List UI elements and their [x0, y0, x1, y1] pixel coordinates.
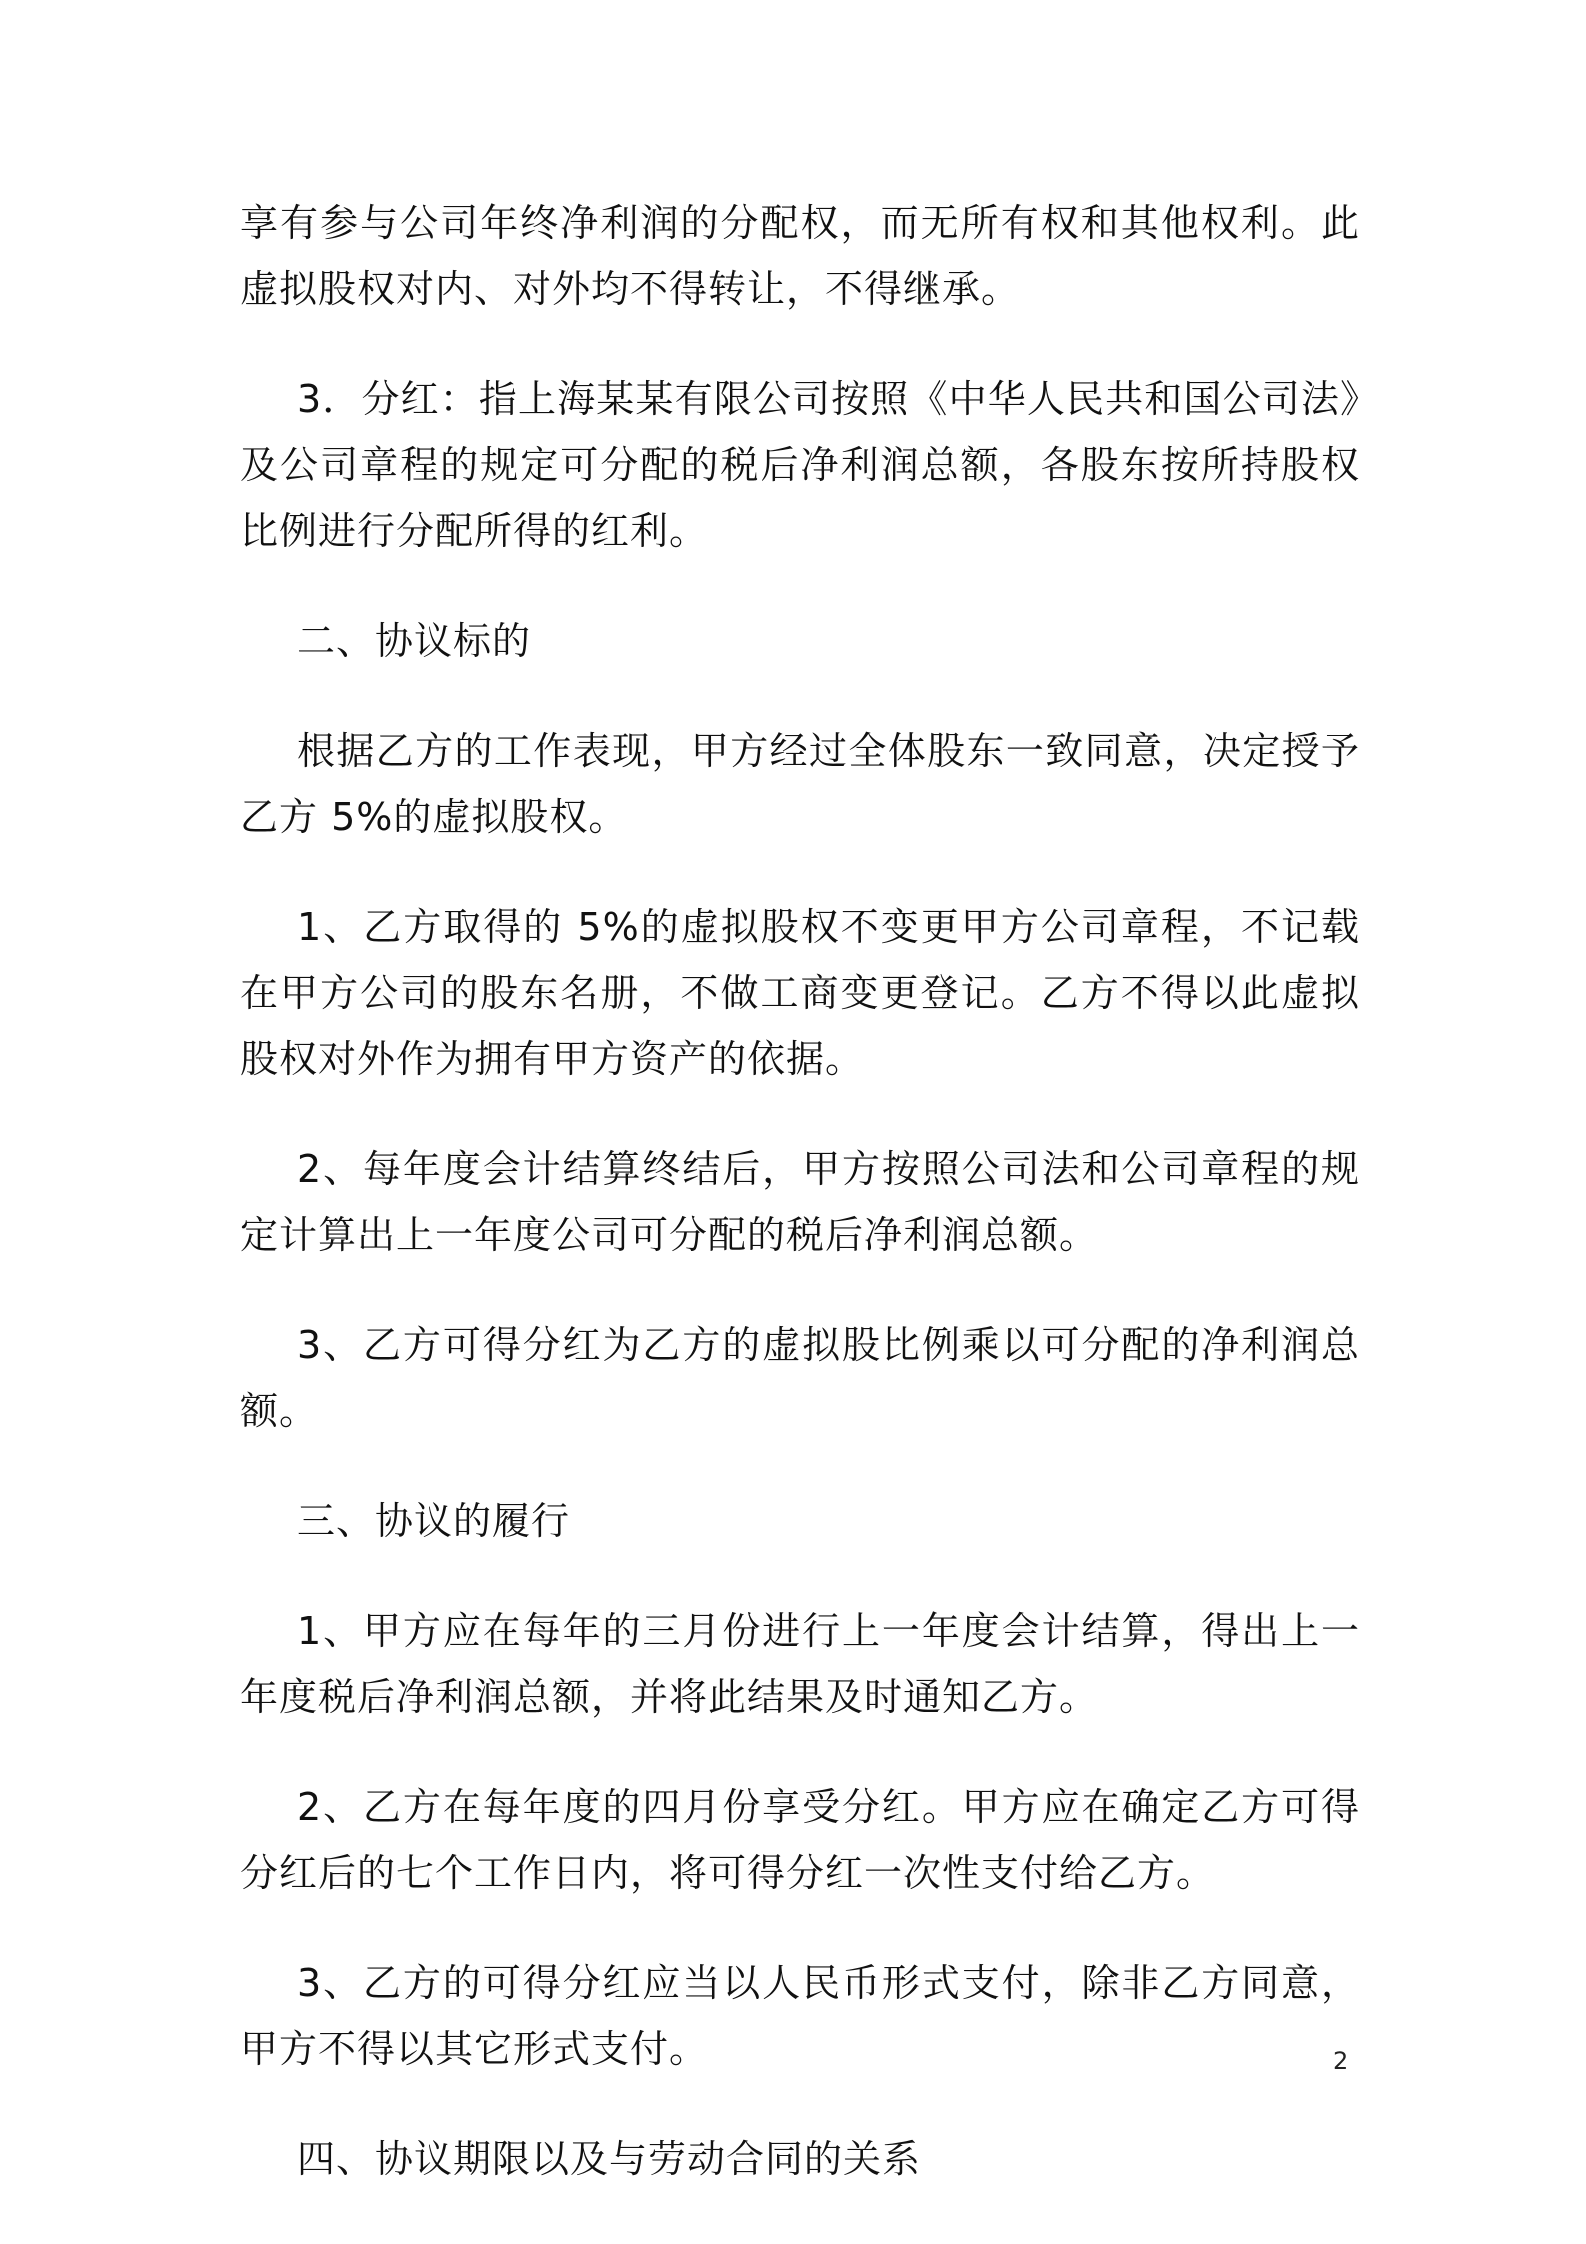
section-heading-agreement-subject: 二、协议标的	[297, 619, 532, 663]
section-heading-term-and-labor-contract: 四、协议期限以及与劳动合同的关系	[297, 2137, 922, 2181]
paragraph-dividend-definition: 3．分红：指上海某某有限公司按照《中华人民共和国公司法》及公司章程的规定可分配的税后净利润总额，各股东按所持股权比例进行分配所得的红利。	[240, 377, 1360, 553]
document-body	[240, 190, 1360, 2236]
section-heading-performance: 三、协议的履行	[297, 1499, 571, 1543]
paragraph-performance-item-3: 3、乙方的可得分红应当以人民币形式支付，除非乙方同意，甲方不得以其它形式支付。	[240, 1961, 1360, 2071]
paragraph-subject-item-3: 3、乙方可得分红为乙方的虚拟股比例乘以可分配的净利润总额。	[240, 1323, 1360, 1433]
paragraph-subject-item-2: 2、每年度会计结算终结后，甲方按照公司法和公司章程的规定计算出上一年度公司可分配的税后净利润总额。	[240, 1147, 1360, 1257]
paragraph-grant: 根据乙方的工作表现，甲方经过全体股东一致同意，决定授予乙方 5%的虚拟股权。	[240, 729, 1360, 839]
paragraph-performance-item-1: 1、甲方应在每年的三月份进行上一年度会计结算，得出上一年度税后净利润总额，并将此结果及时通知乙方。	[240, 1609, 1360, 1719]
page-number: 2	[1333, 2047, 1349, 2075]
paragraph-performance-item-2: 2、乙方在每年度的四月份享受分红。甲方应在确定乙方可得分红后的七个工作日内，将可得分红一次性支付给乙方。	[240, 1785, 1360, 1895]
paragraph-subject-item-1: 1、乙方取得的 5%的虚拟股权不变更甲方公司章程，不记载在甲方公司的股东名册，不做工商变更登记。乙方不得以此虚拟股权对外作为拥有甲方资产的依据。	[240, 905, 1360, 1081]
paragraph-equity-rights: 享有参与公司年终净利润的分配权，而无所有权和其他权利。此虚拟股权对内、对外均不得转让，不得继承。	[240, 201, 1360, 311]
